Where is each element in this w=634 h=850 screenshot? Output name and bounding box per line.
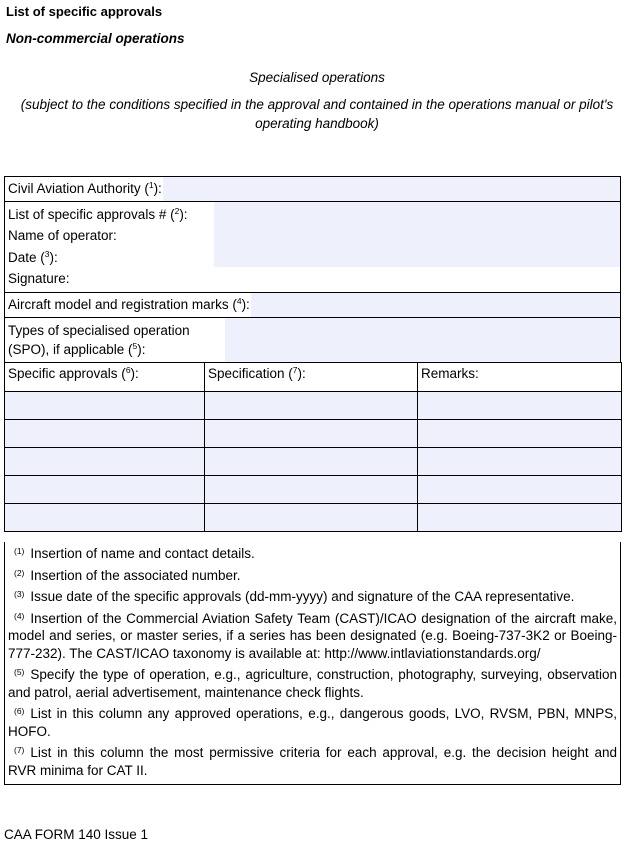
- aircraft-model-label: Aircraft model and registration marks ($^4$):: [5, 293, 251, 317]
- civil-aviation-authority-label: Civil Aviation Authority ($^1$):: [5, 177, 163, 201]
- operator-name-label: Name of operator:: [8, 228, 117, 244]
- footnote-marker: (2): [14, 567, 25, 578]
- footnote-text: Issue date of the specific approvals (dd-mm-yyyy) and signature of the CAA representative.: [30, 589, 575, 605]
- cell-specific-approvals[interactable]: [5, 447, 205, 475]
- table-row: [5, 177, 621, 202]
- cell-specification[interactable]: [205, 475, 418, 503]
- cell-specific-approvals[interactable]: [5, 475, 205, 503]
- table-row: [5, 503, 622, 531]
- footnote-1: [8, 545, 617, 563]
- footnote-ref-1: 1: [148, 180, 154, 190]
- footnote-ref-2: 2: [174, 205, 180, 216]
- cell-specification[interactable]: [205, 419, 418, 447]
- footnote-text: List in this column the most permissive criteria for each approval, e.g. the decision height and RVR minima for CAT II.: [8, 745, 617, 779]
- operator-block-cell[interactable]: [5, 201, 621, 292]
- footnote-5: [8, 666, 617, 701]
- cell-specific-approvals[interactable]: [5, 503, 205, 531]
- table-row: [5, 419, 622, 447]
- operator-details-table: [4, 176, 621, 363]
- footnote-6: [8, 705, 617, 740]
- footnote-marker: (1): [14, 546, 25, 556]
- footnote-2: [8, 567, 617, 585]
- cell-remarks[interactable]: [418, 447, 622, 475]
- table-row: [5, 475, 622, 503]
- cell-specific-approvals[interactable]: [5, 391, 205, 419]
- document-heading: [0, 0, 634, 134]
- column-header-specification: Specification ($^7$):: [205, 362, 418, 391]
- footnote-ref-3: 3: [44, 248, 50, 259]
- table-row: [5, 447, 622, 475]
- form-footer: CAA FORM 140 Issue 1: [4, 827, 149, 842]
- column-header-specific-approvals: Specific approvals ($^6$):: [5, 362, 205, 391]
- table-row: [5, 317, 621, 362]
- cell-specification[interactable]: [205, 503, 418, 531]
- signature-label: Signature:: [8, 271, 70, 287]
- footnote-marker: (7): [14, 745, 25, 756]
- page-subtitle: Non-commercial operations: [6, 31, 185, 47]
- footnote-4: [8, 610, 617, 663]
- footnote-7: [8, 744, 617, 779]
- cell-specification[interactable]: [205, 447, 418, 475]
- footnote-text: List in this column any approved operations, e.g., dangerous goods, LVO, RVSM, PBN, MNPS, HOFO.: [8, 706, 617, 739]
- approvals-number-label: List of specific approvals # ($^2$):: [8, 205, 188, 222]
- column-header-remarks: Remarks:: [418, 362, 622, 391]
- spo-types-cell[interactable]: [5, 317, 621, 362]
- cell-remarks[interactable]: [418, 419, 622, 447]
- aircraft-model-cell[interactable]: [5, 292, 621, 317]
- cell-remarks[interactable]: [418, 391, 622, 419]
- footnote-ref-5: 5: [132, 340, 138, 351]
- footnote-marker: (6): [14, 706, 25, 717]
- table-row: [5, 292, 621, 317]
- approvals-form: [4, 176, 621, 532]
- grid-header-row: [5, 362, 622, 391]
- footnote-marker: (5): [14, 667, 25, 678]
- cell-remarks[interactable]: [418, 475, 622, 503]
- date-label: Date ($^3$):: [8, 248, 58, 265]
- footnote-marker: (4): [14, 610, 25, 621]
- footnote-text: Insertion of name and contact details.: [30, 546, 255, 561]
- table-row: [5, 201, 621, 292]
- footnotes-block: [4, 542, 621, 785]
- footnote-text: Insertion of the Commercial Aviation Safety Team (CAST)/ICAO designation of the aircraft make, model and series, or master series, if a series has been designated (e.g. Boeing-737-3K2 or Boeing-777-232). The CAST/ICAO taxonomy is available at: http://www.intlaviationstandards.org/: [8, 610, 617, 661]
- cell-specification[interactable]: [205, 391, 418, 419]
- specific-approvals-grid: [4, 362, 622, 532]
- footnote-ref-4: 4: [236, 295, 242, 306]
- footnote-text: Insertion of the associated number.: [30, 567, 241, 583]
- footnote-3: [8, 588, 617, 606]
- footnote-ref-7: 7: [292, 364, 298, 375]
- cell-specific-approvals[interactable]: [5, 419, 205, 447]
- footnote-text: Specify the type of operation, e.g., agriculture, construction, photography, surveying, observation and patrol, aerial advertisement, maintenance check flights.: [8, 667, 617, 700]
- cell-remarks[interactable]: [418, 503, 622, 531]
- footnote-marker: (3): [14, 589, 25, 600]
- spo-types-label: Types of specialised operation (SPO), if applicable ($^5$):: [8, 322, 190, 357]
- section-title: Specialised operations: [249, 70, 385, 86]
- civil-aviation-authority-cell[interactable]: [5, 177, 621, 202]
- footnote-ref-6: 6: [125, 364, 131, 375]
- section-condition: (subject to the conditions specified in the approval and contained in the operations manual or pilot's operating handbook): [20, 96, 614, 132]
- page-title: List of specific approvals: [6, 4, 163, 19]
- table-row: [5, 391, 622, 419]
